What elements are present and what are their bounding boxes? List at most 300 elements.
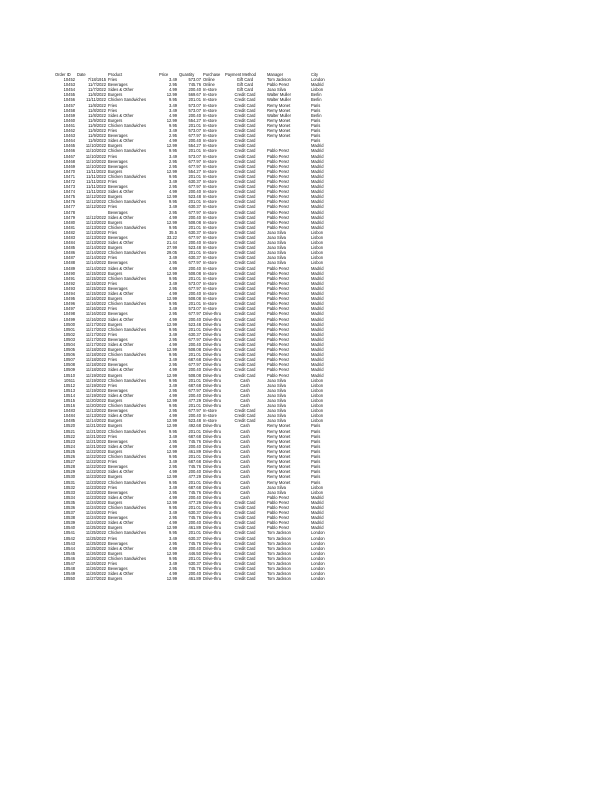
date-cell: 11/9/2022 — [88, 128, 106, 134]
product-cell: Burgers — [108, 576, 123, 582]
date-cell: 11/18/2022 — [85, 352, 106, 358]
manager-cell: Tom Jackson — [267, 535, 291, 541]
order-id-cell: 10510 — [63, 372, 75, 378]
price-cell: 2.95 — [169, 158, 177, 164]
product-cell: Burgers — [108, 525, 123, 531]
quantity-cell: 573.07 — [188, 306, 201, 312]
product-cell: Burgers — [108, 499, 123, 505]
product-cell: Burgers — [108, 372, 123, 378]
purchase-cell: Drive-thru — [203, 352, 221, 358]
order-id-cell: 10498 — [63, 311, 75, 317]
payment-method-cell: Credit Card — [234, 97, 256, 103]
quantity-cell: 200.40 — [188, 291, 201, 297]
product-cell: Chicken Sandwiches — [108, 224, 147, 230]
purchase-cell: In-store — [203, 92, 217, 98]
manager-cell: Pablo Perez — [267, 510, 290, 516]
city-cell: Lisbon — [311, 240, 324, 246]
order-id-cell: 10466 — [63, 148, 75, 154]
quantity-cell: 687.68 — [188, 484, 201, 490]
date-cell: 11/11/2022 — [86, 178, 106, 184]
payment-method-cell: Gift Card — [236, 87, 254, 93]
purchase-cell: Drive-thru — [203, 545, 221, 551]
payment-method-cell: Credit Card — [234, 229, 256, 235]
date-cell: 11/13/2022 — [85, 219, 106, 225]
date-cell: 11/12/2022 — [85, 214, 106, 220]
date-cell: 11/25/2022 — [85, 530, 106, 536]
quantity-cell: 677.97 — [188, 362, 201, 368]
quantity-cell: 554.27 — [188, 143, 201, 149]
purchase-cell: Drive-thru — [203, 489, 221, 495]
purchase-cell: Drive-thru — [203, 347, 221, 353]
city-cell: Lisbon — [311, 229, 324, 235]
payment-method-cell: Cash — [240, 454, 250, 460]
price-cell: 3.49 — [169, 107, 177, 113]
quantity-cell: 201.01 — [188, 377, 201, 383]
quantity-cell: 523.48 — [188, 418, 201, 424]
quantity-cell: 200.40 — [188, 240, 201, 246]
order-id-cell: 10485 — [63, 245, 75, 251]
quantity-cell: 573.07 — [188, 102, 201, 108]
purchase-cell: In-store — [203, 408, 217, 414]
purchase-cell: Drive-thru — [203, 510, 221, 516]
manager-cell: Pablo Perez — [267, 209, 290, 215]
manager-cell: Pablo Perez — [267, 367, 290, 373]
city-cell: London — [311, 561, 325, 566]
price-cell: 12.99 — [166, 270, 177, 276]
date-cell: 11/18/2022 — [85, 362, 106, 368]
city-cell: Madrid — [311, 515, 324, 521]
quantity-cell: 554.27 — [188, 168, 201, 174]
order-id-cell: 10514 — [63, 392, 75, 398]
price-cell: 4.99 — [169, 545, 177, 551]
manager-cell: Pablo Perez — [267, 357, 290, 363]
date-cell: 11/19/2022 — [85, 372, 106, 378]
manager-cell: Pablo Perez — [267, 199, 290, 205]
order-id-cell: 10521 — [63, 428, 75, 434]
product-cell: Sides & Other — [108, 189, 134, 195]
city-cell: Berlin — [311, 112, 322, 118]
payment-method-cell: Credit Card — [234, 122, 256, 128]
price-cell: 3.49 — [169, 459, 177, 465]
payment-method-cell: Credit Card — [234, 194, 256, 200]
header-price: Price — [159, 72, 169, 77]
price-cell: 12.99 — [166, 474, 177, 480]
payment-method-cell: Credit Card — [234, 235, 256, 240]
order-id-cell: 10482 — [63, 229, 75, 235]
date-cell: 11/21/2022 — [85, 438, 106, 444]
price-cell: 12.99 — [166, 576, 177, 582]
city-cell: Madrid — [311, 520, 324, 526]
payment-method-cell: Credit Card — [234, 352, 256, 358]
date-cell: 11/13/2022 — [85, 224, 106, 230]
product-cell: Burgers — [108, 245, 123, 251]
quantity-cell: 508.08 — [188, 372, 201, 378]
order-id-cell: 10503 — [63, 336, 75, 342]
price-cell: 3.49 — [169, 331, 177, 337]
price-cell: 4.99 — [169, 367, 177, 373]
payment-method-cell: Credit Card — [234, 158, 256, 164]
manager-cell: Tom Jackson — [267, 540, 291, 546]
city-cell: London — [311, 530, 325, 536]
city-cell: Madrid — [311, 275, 324, 281]
city-cell: Madrid — [311, 214, 324, 220]
purchase-cell: In-store — [203, 280, 217, 286]
price-cell: 4.99 — [169, 341, 177, 347]
purchase-cell: Drive-thru — [203, 321, 221, 327]
date-cell: 11/24/2022 — [85, 515, 106, 521]
manager-cell: Joao Silva — [267, 403, 286, 409]
product-cell: Fries — [108, 561, 118, 566]
payment-method-cell: Credit Card — [234, 224, 256, 230]
quantity-cell: 508.08 — [188, 219, 201, 225]
purchase-cell: Drive-thru — [203, 392, 221, 398]
date-cell: 11/9/2022 — [88, 133, 106, 139]
price-cell: 4.99 — [169, 316, 177, 322]
payment-method-cell: Credit Card — [234, 525, 256, 531]
date-cell: 11/15/2022 — [85, 270, 106, 276]
purchase-cell: In-store — [203, 224, 217, 230]
manager-cell: Pablo Perez — [267, 148, 290, 154]
manager-cell: Remy Monet — [267, 438, 291, 444]
product-cell: Sides & Other — [108, 392, 134, 398]
purchase-cell: In-store — [203, 168, 217, 174]
city-cell: Madrid — [311, 168, 324, 174]
quantity-cell: 201.01 — [188, 122, 201, 128]
city-cell: Madrid — [311, 331, 324, 337]
product-cell: Chicken Sandwiches — [108, 148, 147, 154]
city-cell: Lisbon — [311, 489, 324, 495]
city-cell: Paris — [311, 128, 321, 134]
order-id-cell: 10539 — [63, 520, 75, 526]
product-cell: Burgers — [108, 143, 123, 149]
city-cell: Lisbon — [311, 87, 324, 93]
price-cell: 12.99 — [166, 418, 177, 424]
date-cell: 11/8/2022 — [88, 107, 106, 113]
quantity-cell: 554.27 — [188, 117, 201, 123]
payment-method-cell: Credit Card — [234, 280, 256, 286]
product-cell: Beverages — [108, 209, 128, 215]
payment-method-cell: Cash — [240, 479, 250, 485]
city-cell: Lisbon — [311, 398, 324, 403]
purchase-cell: In-store — [203, 189, 217, 195]
manager-cell: Tom Jackson — [267, 77, 291, 83]
city-cell: Madrid — [311, 189, 324, 195]
city-cell: Madrid — [311, 219, 324, 225]
payment-method-cell: Credit Card — [234, 133, 256, 139]
price-cell: 9.95 — [169, 97, 177, 103]
payment-method-cell: Cash — [240, 398, 250, 403]
manager-cell: Remy Monet — [267, 128, 291, 134]
price-cell: 2.95 — [169, 540, 177, 546]
date-cell: 11/25/2022 — [85, 525, 106, 531]
city-cell: Madrid — [311, 184, 324, 190]
order-id-cell: 10507 — [63, 357, 75, 363]
manager-cell: Pablo Perez — [267, 280, 290, 286]
order-id-cell: 10542 — [63, 535, 75, 541]
quantity-cell: 573.07 — [188, 280, 201, 286]
order-id-cell: 10532 — [63, 484, 75, 490]
quantity-cell: 201.01 — [188, 250, 201, 256]
date-cell: 11/17/2022 — [85, 326, 106, 332]
manager-cell: Tom Jackson — [267, 576, 291, 582]
payment-method-cell: Credit Card — [234, 311, 256, 317]
date-cell: 11/7/2022 — [88, 82, 106, 88]
payment-method-cell: Cash — [240, 474, 250, 480]
product-cell: Fries — [108, 459, 118, 465]
quantity-cell: 677.97 — [188, 387, 201, 393]
city-cell: London — [311, 535, 325, 541]
price-cell: 2.95 — [169, 387, 177, 393]
manager-cell: Pablo Perez — [267, 178, 290, 184]
order-id-cell: 10530 — [63, 474, 75, 480]
payment-method-cell: Credit Card — [234, 331, 256, 337]
date-cell: 11/9/2022 — [88, 117, 106, 123]
product-cell: Chicken Sandwiches — [108, 454, 147, 460]
quantity-cell: 573.07 — [188, 77, 201, 83]
quantity-cell: 492.68 — [188, 423, 201, 429]
city-cell: Lisbon — [311, 235, 324, 240]
product-cell: Sides & Other — [108, 214, 134, 220]
manager-cell: Joao Silva — [267, 229, 286, 235]
city-cell: Lisbon — [311, 377, 324, 383]
payment-method-cell: Cash — [240, 448, 250, 454]
payment-method-cell: Credit Card — [234, 219, 256, 225]
price-cell: 9.95 — [169, 301, 177, 307]
date-cell: 11/22/2022 — [85, 464, 106, 470]
date-cell: 11/24/2022 — [85, 504, 106, 510]
product-cell: Beverages — [108, 387, 128, 393]
price-cell: 2.95 — [169, 163, 177, 169]
product-cell: Chicken Sandwiches — [108, 530, 147, 536]
date-cell: 11/8/2022 — [88, 92, 106, 98]
price-cell: 4.99 — [169, 413, 177, 419]
price-cell: 12.99 — [166, 296, 177, 302]
manager-cell: Joao Silva — [267, 250, 286, 256]
price-cell: 12.99 — [166, 398, 177, 403]
price-cell: 27.99 — [166, 245, 177, 251]
price-cell: 9.95 — [169, 555, 177, 561]
date-cell: 11/26/2022 — [85, 561, 106, 566]
price-cell: 9.95 — [169, 504, 177, 510]
payment-method-cell: Credit Card — [234, 576, 256, 582]
quantity-cell: 200.40 — [188, 520, 201, 526]
payment-method-cell: Credit Card — [234, 270, 256, 276]
quantity-cell: 201.01 — [188, 555, 201, 561]
order-id-cell: 10515 — [63, 398, 75, 403]
city-cell: Lisbon — [311, 484, 324, 490]
order-id-cell: 10475 — [63, 194, 75, 200]
payment-method-cell: Cash — [240, 428, 250, 434]
date-cell: 11/11/2022 — [86, 168, 106, 174]
quantity-cell: 461.89 — [188, 525, 201, 531]
city-cell: Madrid — [311, 372, 324, 378]
price-cell: 3.49 — [169, 535, 177, 541]
order-id-cell: 10471 — [63, 173, 75, 179]
price-cell: 4.99 — [169, 571, 177, 577]
city-cell: Madrid — [311, 494, 324, 500]
manager-cell: Remy Monet — [267, 122, 291, 128]
payment-method-cell: Credit Card — [234, 199, 256, 205]
date-cell: 11/11/2022 — [86, 173, 106, 179]
quantity-cell: 201.01 — [188, 428, 201, 434]
date-cell: 11/13/2022 — [85, 240, 106, 246]
order-id-cell: 10525 — [63, 448, 75, 454]
payment-method-cell: Credit Card — [234, 566, 256, 572]
quantity-cell: 569.67 — [188, 92, 201, 98]
product-cell: Sides & Other — [108, 341, 134, 347]
order-id-cell: 10526 — [63, 454, 75, 460]
price-cell: 2.95 — [169, 515, 177, 521]
date-cell: 11/23/2022 — [85, 474, 106, 480]
quantity-cell: 630.37 — [188, 229, 201, 235]
city-cell: Madrid — [311, 347, 324, 353]
quantity-cell: 745.76 — [188, 489, 201, 495]
order-id-cell: 10484 — [63, 413, 75, 419]
order-id-cell: 10511 — [63, 377, 75, 383]
purchase-cell: In-store — [203, 153, 217, 159]
payment-method-cell: Credit Card — [234, 214, 256, 220]
purchase-cell: In-store — [203, 291, 217, 297]
header-date: Date — [77, 72, 86, 77]
date-cell: 11/21/2022 — [85, 428, 106, 434]
purchase-cell: Online — [203, 82, 215, 88]
product-cell: Fries — [108, 484, 118, 490]
quantity-cell: 201.01 — [188, 352, 201, 358]
date-cell: 11/19/2022 — [85, 392, 106, 398]
manager-cell: Pablo Perez — [267, 296, 290, 302]
city-cell: Madrid — [311, 204, 324, 210]
city-cell: London — [311, 555, 325, 561]
purchase-cell: In-store — [203, 194, 217, 200]
product-cell: Fries — [108, 331, 118, 337]
payment-method-cell: Credit Card — [234, 168, 256, 174]
purchase-cell: Drive-thru — [203, 311, 221, 317]
date-cell: 11/17/2022 — [85, 336, 106, 342]
purchase-cell: Drive-thru — [203, 377, 221, 383]
payment-method-cell: Credit Card — [234, 143, 256, 149]
order-id-cell: 10520 — [63, 423, 75, 429]
purchase-cell: Drive-thru — [203, 504, 221, 510]
order-id-cell: 10474 — [63, 189, 75, 195]
purchase-cell: Drive-thru — [203, 474, 221, 480]
order-id-cell: 10543 — [63, 540, 75, 546]
city-cell: Madrid — [311, 311, 324, 317]
manager-cell: Remy Monet — [267, 469, 291, 475]
quantity-cell: 446.50 — [188, 550, 201, 556]
payment-method-cell: Credit Card — [234, 265, 256, 271]
purchase-cell: Drive-thru — [203, 494, 221, 500]
payment-method-cell: Credit Card — [234, 316, 256, 322]
city-cell: Madrid — [311, 321, 324, 327]
payment-method-cell: Credit Card — [234, 240, 256, 246]
payment-method-cell: Credit Card — [234, 102, 256, 108]
city-cell: Madrid — [311, 153, 324, 159]
date-cell: 11/12/2022 — [85, 199, 106, 205]
product-cell: Burgers — [108, 550, 123, 556]
order-id-cell: 10549 — [63, 571, 75, 577]
manager-cell: Pablo Perez — [267, 153, 290, 159]
manager-cell: Pablo Perez — [267, 321, 290, 327]
table-row — [54, 576, 354, 581]
purchase-cell: In-store — [203, 250, 217, 256]
city-cell: London — [311, 545, 325, 551]
quantity-cell: 630.37 — [188, 535, 201, 541]
purchase-cell: In-store — [203, 184, 217, 190]
payment-method-cell: Credit Card — [234, 138, 256, 144]
price-cell: 3.49 — [169, 433, 177, 439]
purchase-cell: Drive-thru — [203, 341, 221, 347]
product-cell: Sides & Other — [108, 112, 134, 118]
price-cell: 9.95 — [169, 173, 177, 179]
manager-cell: Joao Silva — [267, 255, 286, 261]
manager-cell: Joao Silva — [267, 260, 286, 266]
manager-cell: Pablo Perez — [267, 204, 290, 210]
order-id-cell: 10512 — [63, 382, 75, 388]
purchase-cell: In-store — [203, 418, 217, 424]
city-cell: Madrid — [311, 357, 324, 363]
product-cell: Burgers — [108, 474, 123, 480]
product-cell: Chicken Sandwiches — [108, 555, 147, 561]
price-cell: 3.49 — [169, 484, 177, 490]
purchase-cell: In-store — [203, 296, 217, 302]
purchase-cell: Drive-thru — [203, 331, 221, 337]
purchase-cell: Drive-thru — [203, 469, 221, 475]
city-cell: Madrid — [311, 163, 324, 169]
manager-cell: Pablo Perez — [267, 158, 290, 164]
price-cell: 2.95 — [169, 285, 177, 291]
price-cell: 3.49 — [169, 102, 177, 108]
manager-cell: Remy Monet — [267, 102, 291, 108]
purchase-cell: Drive-thru — [203, 372, 221, 378]
price-cell: 2.95 — [169, 133, 177, 139]
payment-method-cell: Cash — [240, 433, 250, 439]
payment-method-cell: Credit Card — [234, 184, 256, 190]
date-cell: 7/18/1915 — [87, 77, 106, 83]
date-cell: 11/8/2022 — [88, 102, 106, 108]
manager-cell: Pablo Perez — [267, 291, 290, 297]
date-cell: 11/23/2022 — [85, 479, 106, 485]
product-cell: Burgers — [108, 117, 123, 123]
payment-method-cell: Credit Card — [234, 285, 256, 291]
date-cell: 11/13/2022 — [85, 408, 106, 414]
price-cell: 9.95 — [169, 326, 177, 332]
date-cell: 11/25/2022 — [85, 540, 106, 546]
city-cell: Madrid — [311, 143, 324, 149]
quantity-cell: 200.40 — [188, 469, 201, 475]
quantity-cell: 677.97 — [188, 408, 201, 414]
manager-cell: Joao Silva — [267, 240, 286, 246]
quantity-cell: 200.40 — [188, 189, 201, 195]
price-cell: 9.95 — [169, 428, 177, 434]
city-cell: Paris — [311, 474, 321, 480]
purchase-cell: Drive-thru — [203, 367, 221, 373]
price-cell: 2.95 — [169, 82, 177, 88]
date-cell: 11/14/2022 — [85, 250, 106, 256]
order-id-cell: 10495 — [63, 296, 75, 302]
price-cell: 9.95 — [169, 403, 177, 409]
order-id-cell: 10458 — [63, 107, 75, 113]
manager-cell: Joao Silva — [267, 408, 286, 414]
payment-method-cell: Credit Card — [234, 341, 256, 347]
manager-cell: Remy Monet — [267, 423, 291, 429]
price-cell: 4.99 — [169, 469, 177, 475]
quantity-cell: 508.08 — [188, 347, 201, 353]
price-cell: 33.22 — [166, 235, 177, 240]
quantity-cell: 745.76 — [188, 515, 201, 521]
manager-cell: Joao Silva — [267, 392, 286, 398]
city-cell: Madrid — [311, 326, 324, 332]
date-cell: 11/9/2022 — [88, 122, 106, 128]
